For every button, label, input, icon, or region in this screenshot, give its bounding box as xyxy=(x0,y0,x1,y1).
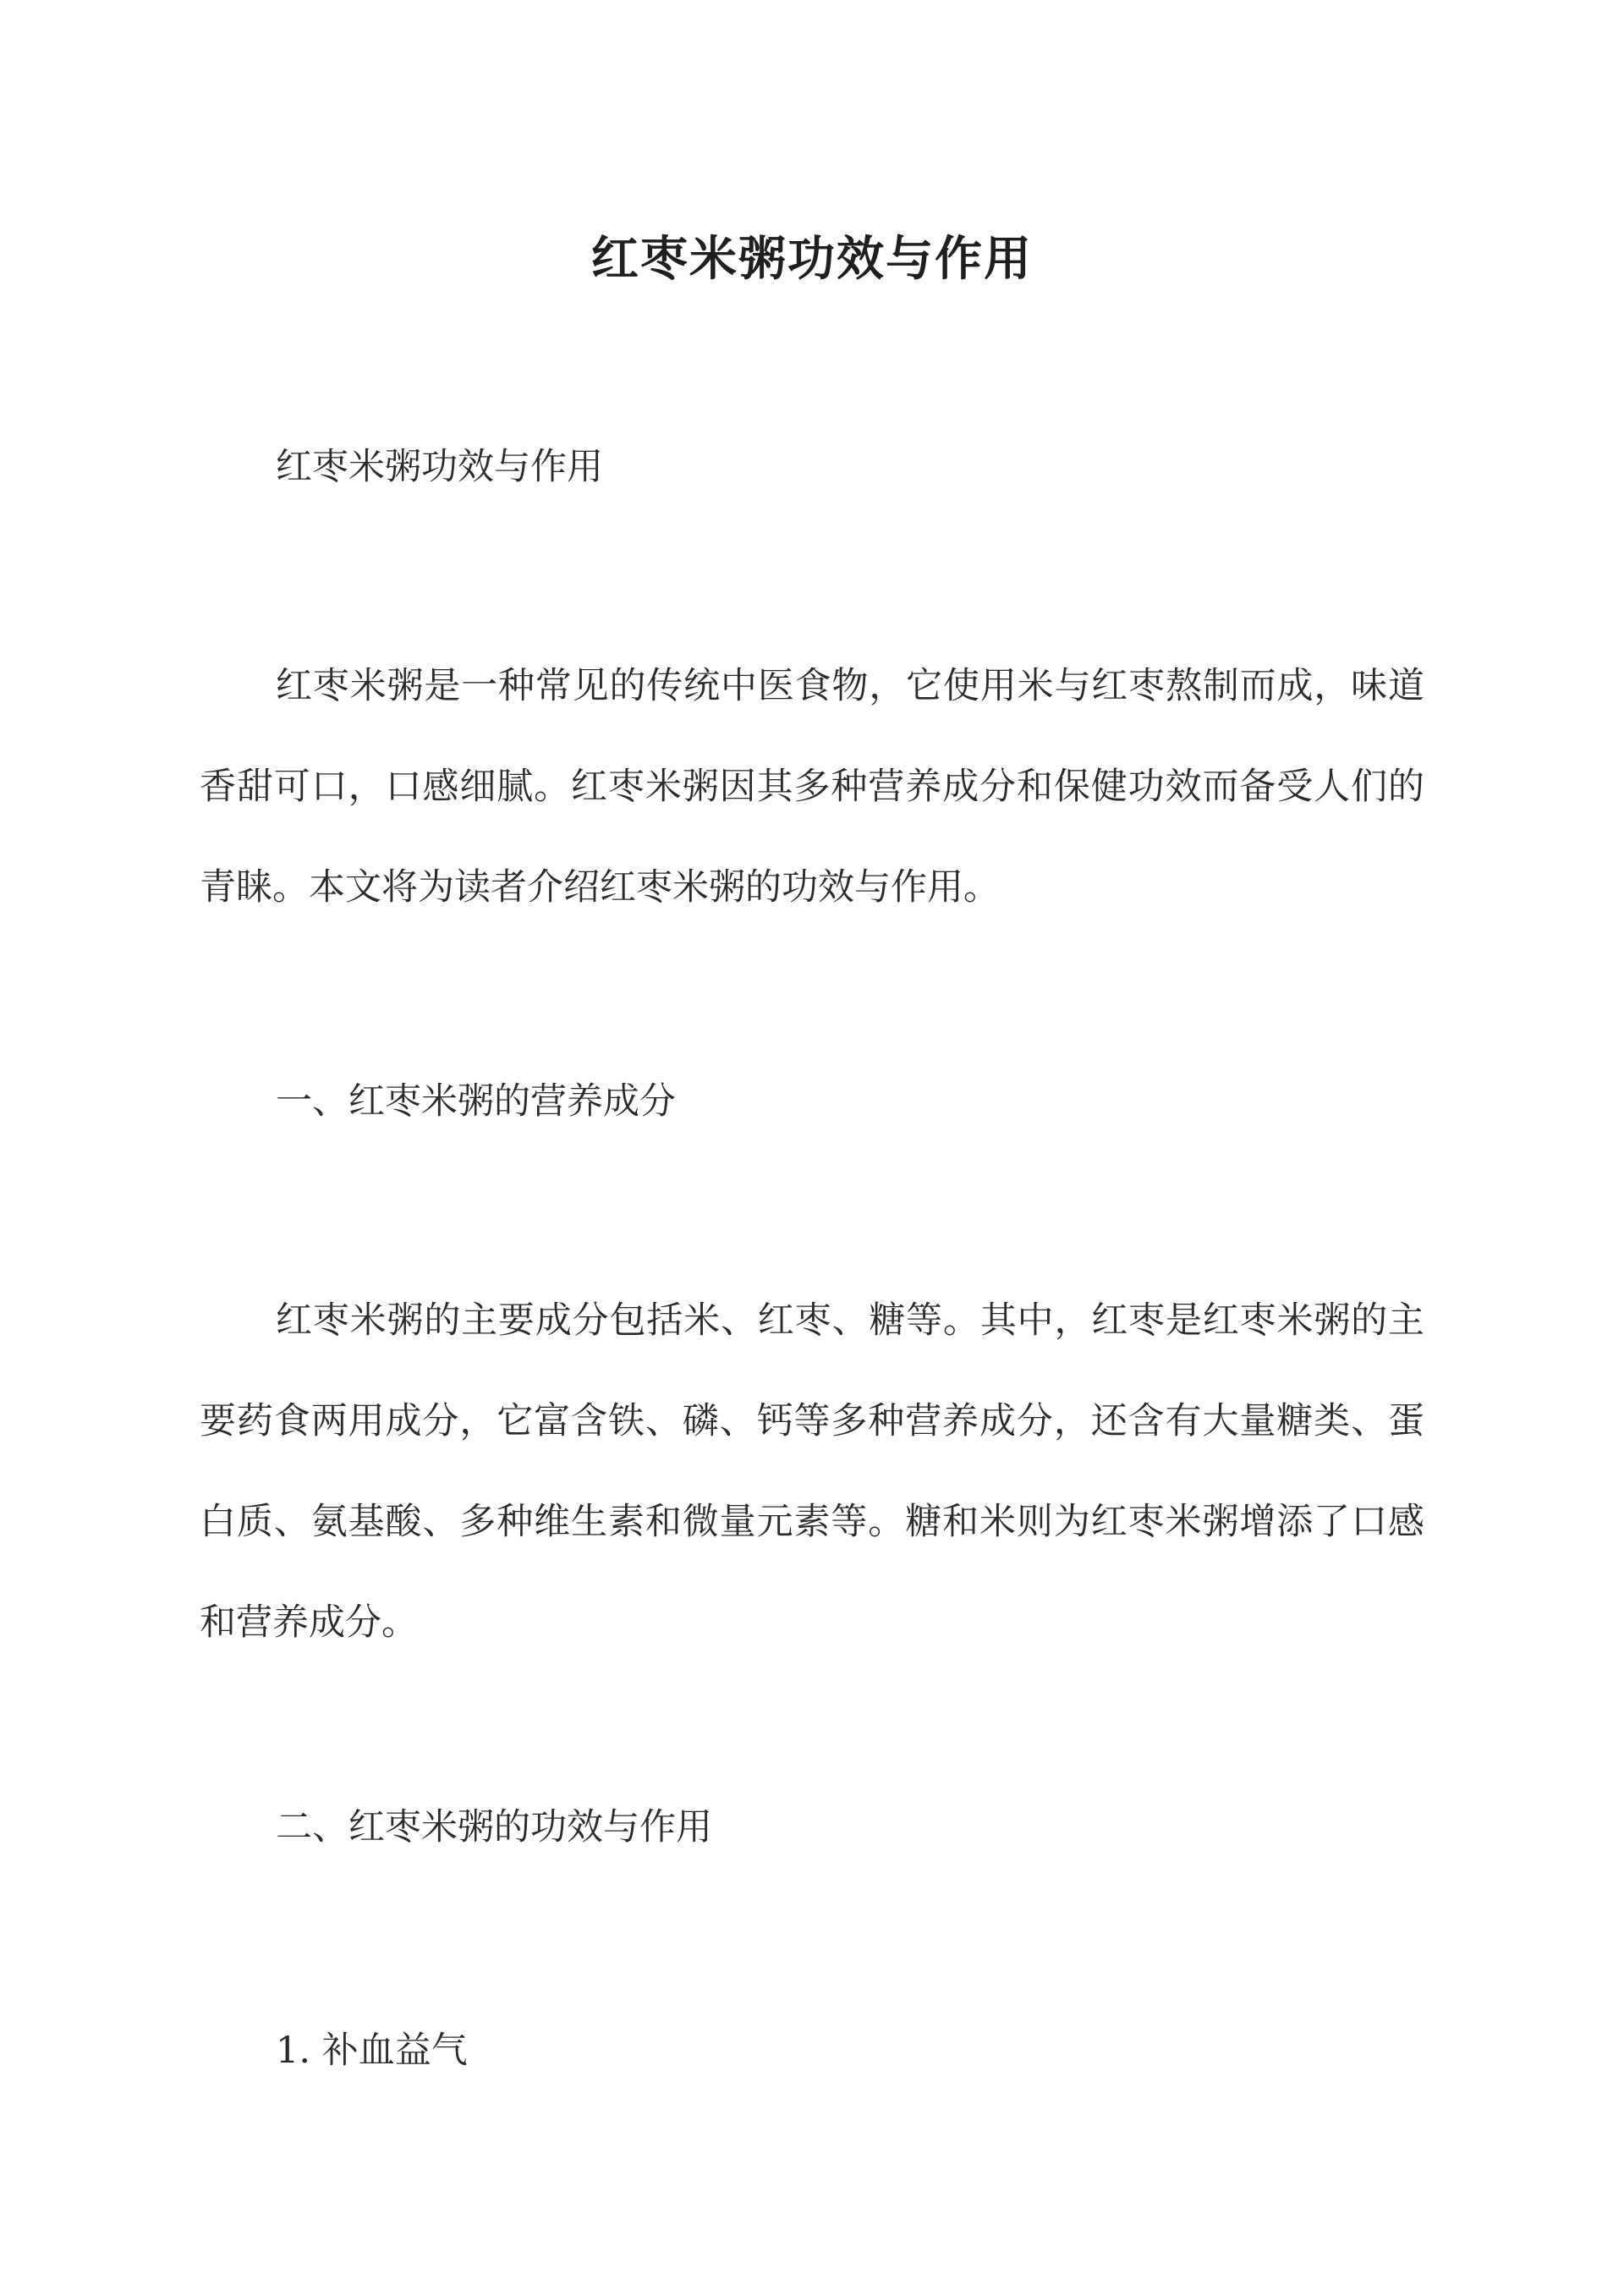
document-title: 红枣米粥功效与作用 xyxy=(591,230,1033,287)
paragraph-nutrition: 红枣米粥的主要成分包括米、红枣、糖等。其中，红枣是红枣米粥的主要药食两用成分，它富含铁、磷、钙等多种营养成分，还含有大量糖类、蛋白质、氨基酸、多种维生素和微量元素等。糖和米则为红枣米粥增添了口感和营养成分。 xyxy=(200,1299,1424,1644)
section-heading-intro: 红枣米粥功效与作用 xyxy=(276,446,603,488)
paragraph-introduction: 红枣米粥是一种常见的传统中医食物，它使用米与红枣熬制而成，味道香甜可口，口感细腻。红枣米粥因其多种营养成分和保健功效而备受人们的青睐。本文将为读者介绍红枣米粥的功效与作用。 xyxy=(200,665,1424,909)
section-heading-benefits: 二、红枣米粥的功效与作用 xyxy=(276,1806,712,1848)
section-heading-nutrition: 一、红枣米粥的营养成分 xyxy=(276,1080,676,1123)
subsection-heading-blood: 1. 补血益气 xyxy=(276,2030,468,2072)
